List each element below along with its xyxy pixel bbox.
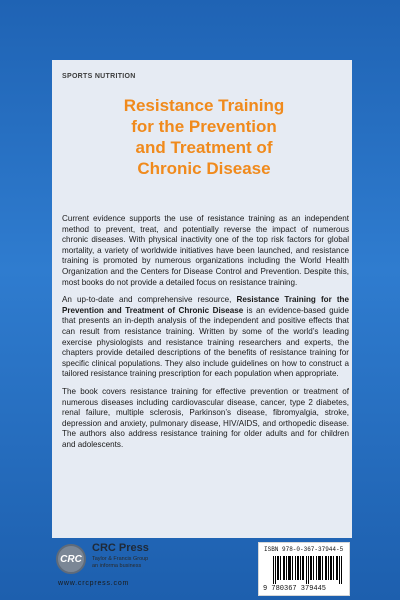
publisher-name: CRC Press — [92, 542, 149, 554]
paragraph-3: The book covers resistance training for effective prevention or treatment of numerous diseases including cardiovascular disease, cancer, type 2 diabetes, renal failure, multiple sclerosis, Parkinson’s disease, fibromyalgia, stroke, depression and anxiety, pulmonary disease, HIV/AIDS, and orthopedic disease. The authors also address resistance training for older adults and for children and adolescents. — [62, 386, 349, 449]
title-line: for the Prevention — [131, 117, 277, 136]
paragraph-2-rest: is an evidence-based guide that presents an in-depth analysis of the independent and positive effects that can result from resistance training. Written by some of the world’s leading exercise physiologists and resistance training researchers and experts, the chapters provide detailed descriptions of the benefits of resistance training for specific clinical populations. They also include guidelines on how to construct a tailored resistance training prescription for each population when appropriate. — [62, 305, 349, 379]
paragraph-2-book-title: Resistance Training for the Prevention and Treatment of Chronic Disease — [62, 295, 349, 315]
barcode-digits: 9 780367 379445 — [263, 585, 327, 593]
publisher-block — [56, 542, 256, 592]
paragraph-2 — [62, 295, 349, 380]
book-title — [62, 95, 346, 179]
publisher-url: www.crcpress.com — [58, 580, 130, 587]
title-line: Chronic Disease — [137, 159, 271, 178]
title-line: and Treatment of — [135, 138, 273, 157]
barcode-block — [258, 542, 350, 596]
description-text — [62, 214, 349, 457]
publisher-group: Taylor & Francis Group — [92, 556, 149, 562]
paragraph-2-intro: An up-to-date and comprehensive resource, — [62, 295, 237, 305]
barcode-bars — [273, 556, 343, 584]
paragraph-1: Current evidence supports the use of resistance training as an independent method to prevent, treat, and potentially reverse the impact of numerous chronic diseases. With physical inactivity one of the top risk factors for global mortality, a variety of worldwide initiatives have been launched, and resistance training is promoted by numerous organizations including the World Health Organization and the Centers for Disease Control and Prevention. Despite this, most books do not provide a detailed focus on resistance training. — [62, 214, 349, 287]
isbn-text: ISBN 978-0-367-37944-5 — [264, 546, 344, 553]
crc-logo: CRC — [56, 544, 86, 574]
series-label: SPORTS NUTRITION — [62, 73, 136, 80]
title-line: Resistance Training — [123, 96, 285, 115]
publisher-business: an informa business — [92, 563, 142, 569]
